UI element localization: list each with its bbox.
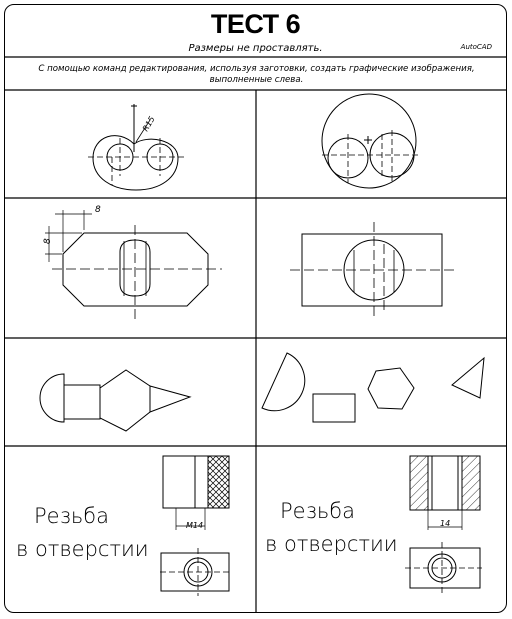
figure-thread-section-left bbox=[160, 456, 232, 596]
figure-bolt-assembly bbox=[40, 370, 190, 431]
grid-lines bbox=[5, 57, 506, 612]
chamfer-vertical-dimension: 8 bbox=[43, 238, 53, 244]
thread-dimension-right: 14 bbox=[440, 519, 451, 528]
task-instructions: С помощью команд редактирования, используя заготовки, создать графические изображения, выполненные слева. bbox=[38, 64, 475, 85]
thread-dimension-left: M14 bbox=[186, 521, 204, 530]
caption-left-line1: Резьба bbox=[34, 504, 110, 528]
caption-right-line2: в отверстии bbox=[265, 532, 398, 556]
caption-left-line2: в отверстии bbox=[16, 537, 149, 561]
page-title: ТЕСТ 6 bbox=[210, 9, 301, 39]
figure-thread-section-right bbox=[405, 456, 482, 594]
figure-oval-with-circles bbox=[88, 104, 184, 190]
figure-plate-with-circle bbox=[290, 222, 458, 320]
chamfer-horizontal-dimension: 8 bbox=[95, 205, 101, 215]
figure-chamfered-plate bbox=[43, 205, 222, 320]
radius-dimension: R15 bbox=[141, 114, 157, 133]
caption-right-line1: Резьба bbox=[280, 499, 356, 523]
autocad-badge: AutoCAD bbox=[460, 43, 492, 51]
figure-circle-with-inner-circles bbox=[322, 94, 420, 188]
page-subtitle: Размеры не проставлять. bbox=[188, 43, 323, 54]
figure-blank-shapes bbox=[262, 353, 484, 422]
